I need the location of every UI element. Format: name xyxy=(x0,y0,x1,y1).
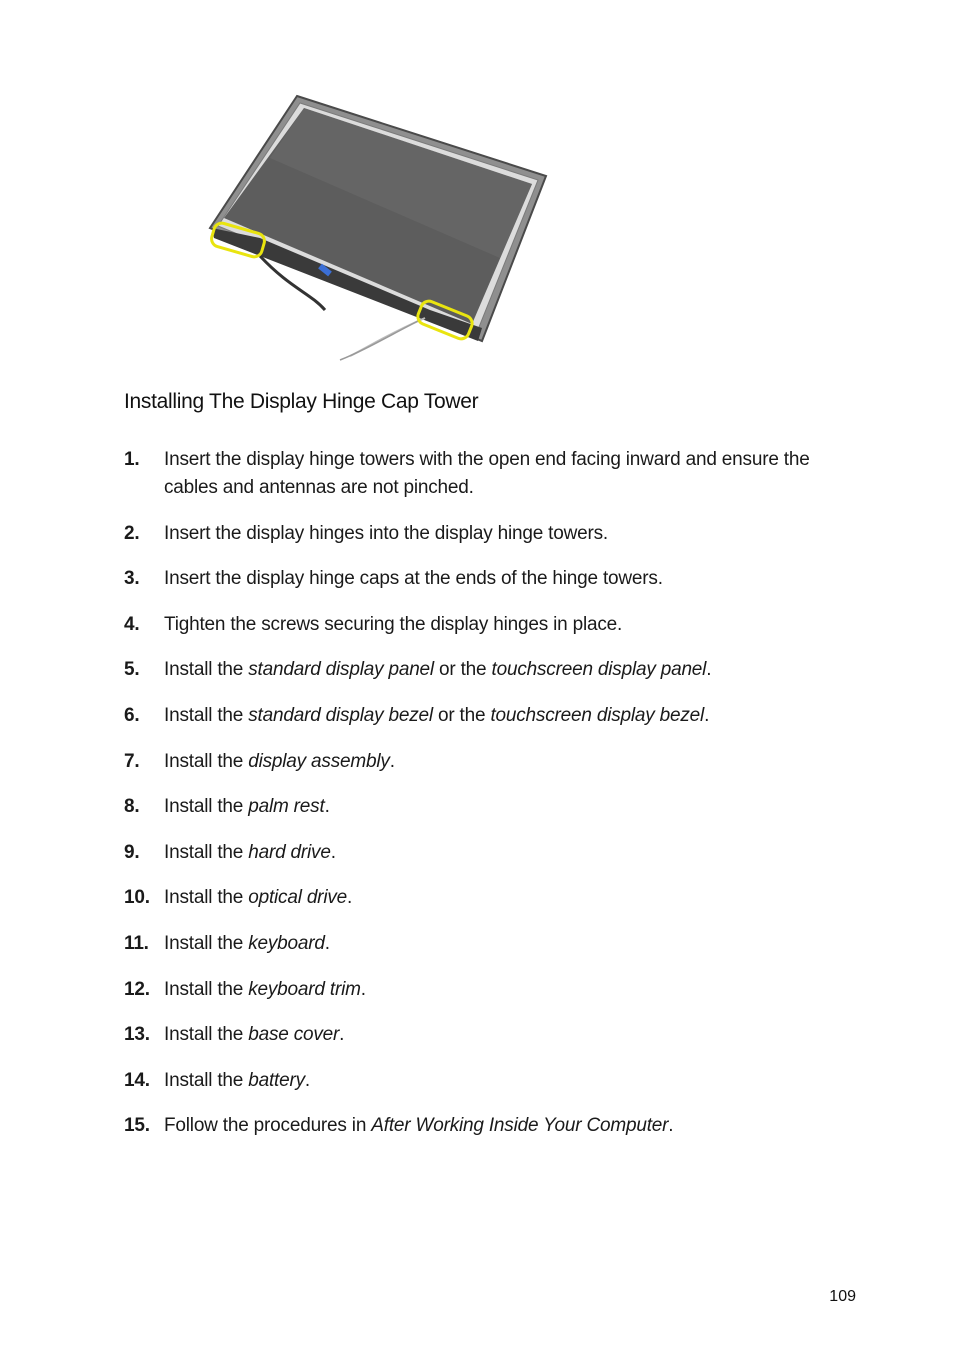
step-item xyxy=(124,884,864,912)
step-number: 7. xyxy=(124,750,140,772)
step-item xyxy=(124,1112,864,1140)
step-number: 12. xyxy=(124,978,150,1000)
step-number: 15. xyxy=(124,1115,150,1137)
step-number: 11. xyxy=(124,932,149,954)
step-text xyxy=(164,520,864,548)
step-reference: battery xyxy=(248,1069,305,1091)
step-text xyxy=(164,976,864,1004)
display-panel-hinge-photo-icon xyxy=(200,88,552,362)
step-item xyxy=(124,1067,864,1095)
step-number: 14. xyxy=(124,1069,150,1091)
step-text xyxy=(164,1112,864,1140)
step-item xyxy=(124,1021,864,1049)
step-item xyxy=(124,976,864,1004)
step-text-segment: Install the xyxy=(164,932,249,954)
step-item xyxy=(124,930,864,958)
step-text xyxy=(164,1021,864,1049)
step-text-segment: Install the xyxy=(164,659,249,681)
step-number: 3. xyxy=(124,568,140,590)
step-text-segment: . xyxy=(330,841,336,863)
step-number: 10. xyxy=(124,887,150,909)
step-text-segment: Install the xyxy=(164,796,249,818)
step-text-segment: . xyxy=(304,1069,310,1091)
step-number: 9. xyxy=(124,841,140,863)
step-reference: palm rest xyxy=(248,796,325,818)
step-item xyxy=(124,793,864,821)
step-number: 2. xyxy=(124,522,140,544)
step-text xyxy=(164,446,864,502)
step-text-segment: Install the xyxy=(164,704,249,726)
step-item xyxy=(124,446,864,502)
step-reference: display assembly xyxy=(248,750,390,772)
step-text-segment: Follow the procedures in xyxy=(164,1115,372,1137)
step-text-segment: . xyxy=(668,1115,674,1137)
step-number: 5. xyxy=(124,659,140,681)
step-reference: standard display bezel xyxy=(248,704,433,726)
step-number: 6. xyxy=(124,704,140,726)
step-text-segment: . xyxy=(324,932,330,954)
step-reference: keyboard xyxy=(248,932,325,954)
step-text-segment: Insert the display hinge towers with the open end facing inward and ensure the cables and antennas are not pinched. xyxy=(164,449,810,498)
step-text-segment: Install the xyxy=(164,750,249,772)
step-text-segment: . xyxy=(704,704,710,726)
step-text-segment: . xyxy=(347,887,353,909)
step-item xyxy=(124,748,864,776)
step-text-segment: . xyxy=(324,796,330,818)
step-text-segment: Install the xyxy=(164,1024,249,1046)
step-text-segment: Install the xyxy=(164,1069,249,1091)
step-item xyxy=(124,839,864,867)
step-reference: touchscreen display panel xyxy=(491,659,707,681)
step-reference: standard display panel xyxy=(248,659,434,681)
step-text xyxy=(164,611,864,639)
steps-list xyxy=(124,446,864,1158)
step-text xyxy=(164,1067,864,1095)
step-text-segment: Install the xyxy=(164,887,249,909)
step-number: 8. xyxy=(124,796,140,818)
step-text xyxy=(164,748,864,776)
step-text-segment: or the xyxy=(433,659,492,681)
step-text-segment: Insert the display hinges into the display hinge towers. xyxy=(164,522,609,544)
step-text xyxy=(164,565,864,593)
step-item xyxy=(124,611,864,639)
step-item xyxy=(124,565,864,593)
section-title: Installing The Display Hinge Cap Tower xyxy=(124,390,479,413)
step-reference: keyboard trim xyxy=(248,978,361,1000)
step-reference: optical drive xyxy=(248,887,348,909)
step-item xyxy=(124,520,864,548)
step-item xyxy=(124,702,864,730)
step-item xyxy=(124,656,864,684)
step-text-segment: . xyxy=(360,978,366,1000)
step-number: 1. xyxy=(124,449,140,470)
step-text-segment: or the xyxy=(432,704,491,726)
step-text xyxy=(164,884,864,912)
page-number: 109 xyxy=(829,1288,856,1305)
step-reference: touchscreen display bezel xyxy=(490,704,705,726)
step-text xyxy=(164,793,864,821)
step-text-segment: . xyxy=(339,1024,345,1046)
step-text-segment: Tighten the screws securing the display hinges in place. xyxy=(164,613,623,635)
step-text xyxy=(164,702,864,730)
step-text xyxy=(164,656,864,684)
step-text-segment: Install the xyxy=(164,841,249,863)
step-text-segment: . xyxy=(389,750,395,772)
step-reference: base cover xyxy=(248,1024,340,1046)
step-text-segment: Insert the display hinge caps at the ends of the hinge towers. xyxy=(164,568,663,590)
step-number: 13. xyxy=(124,1024,150,1046)
step-reference: hard drive xyxy=(248,841,331,863)
step-number: 4. xyxy=(124,613,140,635)
step-text-segment: . xyxy=(706,659,712,681)
step-reference: After Working Inside Your Computer xyxy=(371,1115,669,1137)
step-text xyxy=(164,839,864,867)
step-text xyxy=(164,930,864,958)
step-text-segment: Install the xyxy=(164,978,249,1000)
